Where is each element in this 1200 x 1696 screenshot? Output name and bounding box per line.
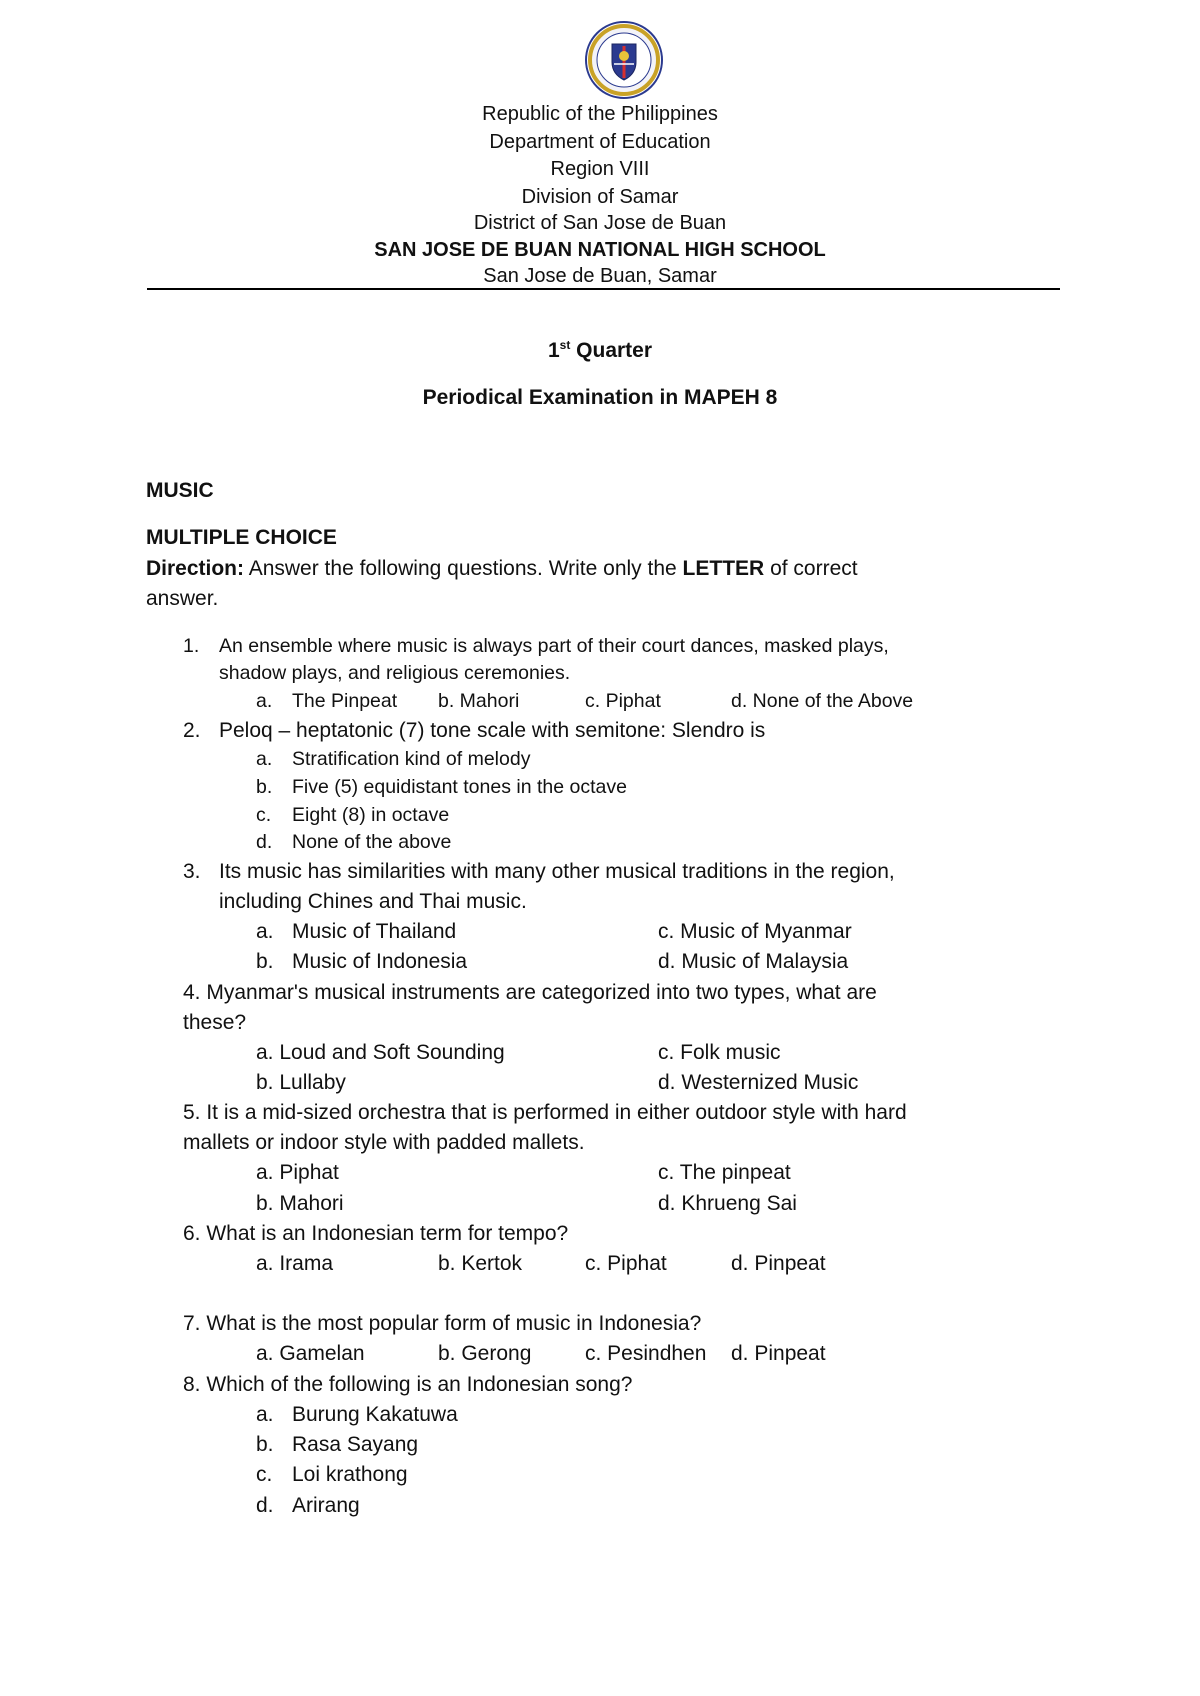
q4-choice-d: d. Westernized Music — [658, 1071, 859, 1094]
q5-choice-b: b. Mahori — [256, 1192, 344, 1215]
q2-choice-c-letter: c. — [256, 804, 272, 826]
q6-text: 6. What is an Indonesian term for tempo? — [183, 1222, 569, 1245]
header-school-name: SAN JOSE DE BUAN NATIONAL HIGH SCHOOL — [374, 239, 826, 261]
q2-choice-c: Eight (8) in octave — [292, 804, 450, 826]
q7-text: 7. What is the most popular form of music in Indonesia? — [183, 1312, 702, 1335]
q6-choice-a: a. Irama — [256, 1252, 334, 1275]
q5-choice-a: a. Piphat — [256, 1161, 339, 1184]
header-republic: Republic of the Philippines — [482, 103, 718, 125]
q8-choice-c: Loi krathong — [292, 1463, 408, 1486]
q3-choice-c: c. Music of Myanmar — [658, 920, 852, 943]
direction-emphasis: LETTER — [682, 557, 765, 580]
header-divider — [147, 288, 1060, 290]
q2-choice-a-letter: a. — [256, 748, 273, 770]
direction-line — [146, 557, 858, 581]
subject-heading: MUSIC — [146, 479, 214, 502]
q8-text: 8. Which of the following is an Indonesian song? — [183, 1373, 633, 1396]
q1-choice-d: d. None of the Above — [731, 690, 914, 712]
q5-choice-d: d. Khrueng Sai — [658, 1192, 797, 1215]
q7-choice-a: a. Gamelan — [256, 1342, 365, 1365]
q7-choice-d: d. Pinpeat — [731, 1342, 826, 1365]
q8-choice-b: Rasa Sayang — [292, 1433, 419, 1456]
test-type-heading: MULTIPLE CHOICE — [146, 526, 337, 549]
header-region: Region VIII — [550, 158, 650, 180]
q3-number: 3. — [183, 860, 201, 883]
q1-choice-a: The Pinpeat — [292, 690, 398, 712]
q2-choice-d-letter: d. — [256, 831, 273, 853]
q3-choice-b-letter: b. — [256, 950, 274, 973]
q5-text-line-1: 5. It is a mid-sized orchestra that is performed in either outdoor style with hard — [183, 1101, 907, 1124]
q8-choice-a: Burung Kakatuwa — [292, 1403, 458, 1426]
q1-text-line-2: shadow plays, and religious ceremonies. — [219, 662, 571, 684]
direction-line-2: answer. — [146, 587, 219, 610]
quarter-ordinal: st — [559, 338, 571, 352]
direction-text: Answer the following questions. Write only the — [248, 557, 677, 580]
q6-choice-b: b. Kertok — [438, 1252, 523, 1275]
q8-choice-c-letter: c. — [256, 1463, 273, 1486]
q3-choice-d: d. Music of Malaysia — [658, 950, 849, 973]
q2-number: 2. — [183, 719, 201, 742]
quarter-word: Quarter — [576, 339, 653, 362]
q4-choice-a: a. Loud and Soft Sounding — [256, 1041, 505, 1064]
quarter-number: 1 — [547, 339, 560, 362]
quarter-title — [0, 339, 1200, 363]
q7-choice-b: b. Gerong — [438, 1342, 532, 1365]
q1-choice-b: b. Mahori — [438, 690, 520, 712]
exam-title: Periodical Examination in MAPEH 8 — [422, 386, 778, 409]
direction-text-end: of correct — [770, 557, 858, 580]
q8-choice-a-letter: a. — [256, 1403, 274, 1426]
q4-choice-b: b. Lullaby — [256, 1071, 346, 1094]
q7-choice-c: c. Pesindhen — [585, 1342, 707, 1365]
q2-text: Peloq – heptatonic (7) tone scale with semitone: Slendro is — [219, 719, 766, 742]
q2-choice-b: Five (5) equidistant tones in the octave — [292, 776, 627, 798]
q2-choice-b-letter: b. — [256, 776, 273, 798]
q3-choice-a: Music of Thailand — [292, 920, 457, 943]
q6-choice-d: d. Pinpeat — [731, 1252, 826, 1275]
q3-text-line-1: Its music has similarities with many other musical traditions in the region, — [219, 860, 895, 883]
q5-choice-c: c. The pinpeat — [658, 1161, 791, 1184]
q3-text-line-2: including Chines and Thai music. — [219, 890, 527, 913]
q8-choice-d: Arirang — [292, 1494, 360, 1517]
direction-label: Direction: — [146, 557, 245, 580]
q4-choice-c: c. Folk music — [658, 1041, 781, 1064]
header-district: District of San Jose de Buan — [473, 212, 727, 234]
q1-choice-c: c. Piphat — [585, 690, 661, 712]
q6-choice-c: c. Piphat — [585, 1252, 667, 1275]
q4-text-line-2: these? — [183, 1011, 247, 1034]
q8-choice-d-letter: d. — [256, 1494, 274, 1517]
header-division: Division of Samar — [521, 186, 679, 208]
q3-choice-a-letter: a. — [256, 920, 274, 943]
deped-seal-icon — [584, 20, 664, 100]
q5-text-line-2: mallets or indoor style with padded mallets. — [183, 1131, 585, 1154]
q1-number: 1. — [183, 635, 200, 657]
q3-choice-b: Music of Indonesia — [292, 950, 468, 973]
q2-choice-d: None of the above — [292, 831, 452, 853]
header-school-address: San Jose de Buan, Samar — [483, 265, 717, 287]
q4-text-line-1: 4. Myanmar's musical instruments are categorized into two types, what are — [183, 981, 877, 1004]
q2-choice-a: Stratification kind of melody — [292, 748, 531, 770]
q1-choice-a-letter: a. — [256, 690, 273, 712]
header-department: Department of Education — [489, 131, 711, 153]
q8-choice-b-letter: b. — [256, 1433, 274, 1456]
q1-text-line-1: An ensemble where music is always part of their court dances, masked plays, — [219, 635, 889, 657]
